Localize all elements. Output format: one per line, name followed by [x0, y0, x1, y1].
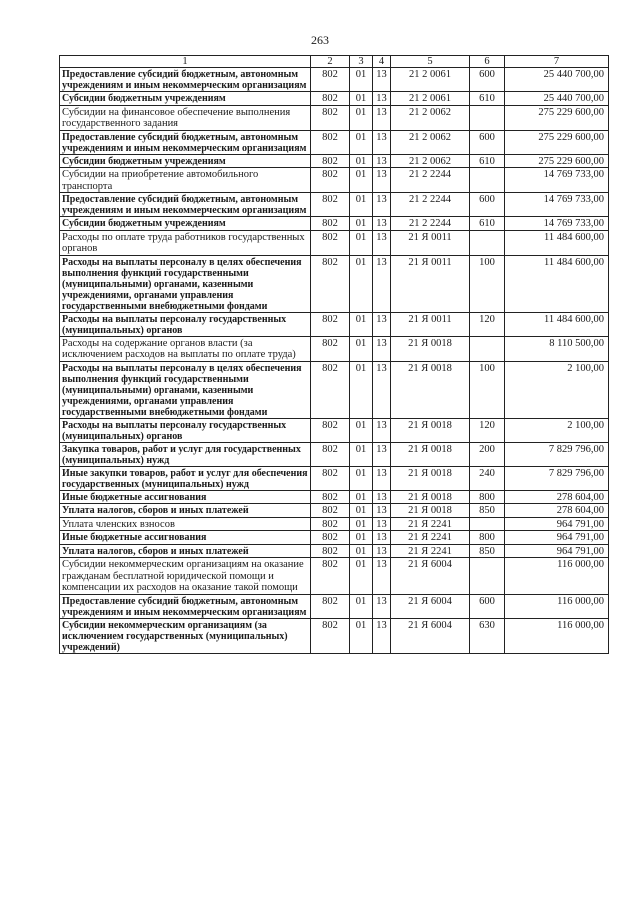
table-row	[60, 217, 609, 231]
expense-name-cell: Закупка товаров, работ и услуг для государственных (муниципальных) нужд	[60, 442, 311, 466]
amount-cell: 14 769 733,00	[505, 193, 609, 217]
amount-cell: 278 604,00	[505, 504, 609, 518]
section-code-cell: 01	[350, 217, 373, 231]
subsection-code-cell: 13	[373, 442, 391, 466]
subsection-code-cell: 13	[373, 154, 391, 168]
table-row	[60, 154, 609, 168]
amount-cell: 2 100,00	[505, 361, 609, 418]
target-article-cell: 21 Я 0018	[391, 490, 470, 504]
expense-type-cell: 850	[470, 544, 505, 558]
section-code-cell: 01	[350, 594, 373, 618]
amount-cell: 116 000,00	[505, 594, 609, 618]
expense-type-cell: 100	[470, 255, 505, 312]
table-row	[60, 193, 609, 217]
budget-table	[59, 55, 609, 654]
amount-cell: 116 000,00	[505, 558, 609, 595]
subsection-code-cell: 13	[373, 193, 391, 217]
ministry-code-cell: 802	[311, 154, 350, 168]
ministry-code-cell: 802	[311, 544, 350, 558]
table-body	[60, 68, 609, 654]
expense-type-cell: 200	[470, 442, 505, 466]
amount-cell: 14 769 733,00	[505, 168, 609, 193]
target-article-cell: 21 Я 0018	[391, 336, 470, 361]
subsection-code-cell: 13	[373, 336, 391, 361]
ministry-code-cell: 802	[311, 531, 350, 545]
amount-cell: 278 604,00	[505, 490, 609, 504]
target-article-cell: 21 Я 6004	[391, 558, 470, 595]
table-row	[60, 105, 609, 130]
ministry-code-cell: 802	[311, 504, 350, 518]
expense-type-cell	[470, 558, 505, 595]
subsection-code-cell: 13	[373, 531, 391, 545]
target-article-cell: 21 2 2244	[391, 168, 470, 193]
target-article-cell: 21 2 0061	[391, 92, 470, 106]
expense-name-cell: Предоставление субсидий бюджетным, автономным учреждениям и иным некоммерческим организациям	[60, 68, 311, 92]
expense-name-cell: Субсидии на приобретение автомобильного транспорта	[60, 168, 311, 193]
section-code-cell: 01	[350, 618, 373, 653]
expense-name-cell: Уплата налогов, сборов и иных платежей	[60, 504, 311, 518]
amount-cell: 275 229 600,00	[505, 130, 609, 154]
subsection-code-cell: 13	[373, 92, 391, 106]
amount-cell: 11 484 600,00	[505, 230, 609, 255]
subsection-code-cell: 13	[373, 230, 391, 255]
expense-name-cell: Уплата налогов, сборов и иных платежей	[60, 544, 311, 558]
section-code-cell: 01	[350, 130, 373, 154]
subsection-code-cell: 13	[373, 418, 391, 442]
target-article-cell: 21 Я 2241	[391, 531, 470, 545]
target-article-cell: 21 Я 0018	[391, 418, 470, 442]
section-code-cell: 01	[350, 92, 373, 106]
section-code-cell: 01	[350, 105, 373, 130]
section-code-cell: 01	[350, 336, 373, 361]
expense-name-cell: Расходы на выплаты персоналу государственных (муниципальных) органов	[60, 418, 311, 442]
expense-type-cell: 100	[470, 361, 505, 418]
amount-cell: 14 769 733,00	[505, 217, 609, 231]
ministry-code-cell: 802	[311, 217, 350, 231]
expense-name-cell: Иные закупки товаров, работ и услуг для обеспечения государственных (муниципальных) нужд	[60, 466, 311, 490]
section-code-cell: 01	[350, 255, 373, 312]
subsection-code-cell: 13	[373, 130, 391, 154]
expense-type-cell: 600	[470, 68, 505, 92]
expense-type-cell: 850	[470, 504, 505, 518]
expense-name-cell: Иные бюджетные ассигнования	[60, 490, 311, 504]
target-article-cell: 21 2 2244	[391, 193, 470, 217]
subsection-code-cell: 13	[373, 544, 391, 558]
subsection-code-cell: 13	[373, 466, 391, 490]
expense-name-cell: Субсидии бюджетным учреждениям	[60, 92, 311, 106]
section-code-cell: 01	[350, 490, 373, 504]
page-number: 263	[311, 33, 329, 47]
section-code-cell: 01	[350, 418, 373, 442]
expense-name-cell: Расходы на выплаты персоналу в целях обеспечения выполнения функций государственными (муниципальными) органами, казенными учреждениями, органами управления государственными внебюджетными фондами	[60, 361, 311, 418]
expense-type-cell: 600	[470, 193, 505, 217]
section-code-cell: 01	[350, 230, 373, 255]
target-article-cell: 21 Я 0018	[391, 442, 470, 466]
table-row	[60, 168, 609, 193]
ministry-code-cell: 802	[311, 230, 350, 255]
table-row	[60, 504, 609, 518]
subsection-code-cell: 13	[373, 558, 391, 595]
ministry-code-cell: 802	[311, 490, 350, 504]
table-row	[60, 336, 609, 361]
expense-name-cell: Субсидии на финансовое обеспечение выполнения государственного задания	[60, 105, 311, 130]
amount-cell: 25 440 700,00	[505, 68, 609, 92]
subsection-code-cell: 13	[373, 105, 391, 130]
expense-type-cell: 800	[470, 531, 505, 545]
amount-cell: 116 000,00	[505, 618, 609, 653]
expense-type-cell: 240	[470, 466, 505, 490]
subsection-code-cell: 13	[373, 217, 391, 231]
section-code-cell: 01	[350, 544, 373, 558]
section-code-cell: 01	[350, 168, 373, 193]
expense-type-cell: 610	[470, 92, 505, 106]
table-row	[60, 255, 609, 312]
expense-type-cell: 600	[470, 594, 505, 618]
expense-name-cell: Предоставление субсидий бюджетным, автономным учреждениям и иным некоммерческим организациям	[60, 594, 311, 618]
target-article-cell: 21 2 0062	[391, 105, 470, 130]
target-article-cell: 21 Я 2241	[391, 544, 470, 558]
subsection-code-cell: 13	[373, 490, 391, 504]
table-row	[60, 92, 609, 106]
table-row	[60, 361, 609, 418]
amount-cell: 25 440 700,00	[505, 92, 609, 106]
amount-cell: 2 100,00	[505, 418, 609, 442]
expense-type-cell: 610	[470, 217, 505, 231]
ministry-code-cell: 802	[311, 92, 350, 106]
table-row	[60, 544, 609, 558]
expense-type-cell: 120	[470, 312, 505, 336]
target-article-cell: 21 2 0062	[391, 154, 470, 168]
header-col-5: 5	[391, 56, 470, 68]
expense-name-cell: Иные бюджетные ассигнования	[60, 531, 311, 545]
amount-cell: 7 829 796,00	[505, 466, 609, 490]
expense-name-cell: Уплата членских взносов	[60, 517, 311, 531]
section-code-cell: 01	[350, 442, 373, 466]
ministry-code-cell: 802	[311, 68, 350, 92]
ministry-code-cell: 802	[311, 361, 350, 418]
expense-name-cell: Расходы по оплате труда работников государственных органов	[60, 230, 311, 255]
amount-cell: 275 229 600,00	[505, 105, 609, 130]
expense-type-cell: 600	[470, 130, 505, 154]
section-code-cell: 01	[350, 68, 373, 92]
ministry-code-cell: 802	[311, 130, 350, 154]
amount-cell: 964 791,00	[505, 531, 609, 545]
section-code-cell: 01	[350, 312, 373, 336]
expense-type-cell	[470, 105, 505, 130]
table-row	[60, 466, 609, 490]
ministry-code-cell: 802	[311, 105, 350, 130]
target-article-cell: 21 Я 2241	[391, 517, 470, 531]
header-col-2: 2	[311, 56, 350, 68]
section-code-cell: 01	[350, 531, 373, 545]
expense-name-cell: Субсидии некоммерческим организациям на оказание гражданам бесплатной юридической помощи и компенсации их расходов на оказание такой помощи	[60, 558, 311, 595]
ministry-code-cell: 802	[311, 558, 350, 595]
expense-type-cell	[470, 230, 505, 255]
target-article-cell: 21 2 2244	[391, 217, 470, 231]
section-code-cell: 01	[350, 504, 373, 518]
expense-type-cell: 800	[470, 490, 505, 504]
table-row	[60, 531, 609, 545]
ministry-code-cell: 802	[311, 418, 350, 442]
table-header	[60, 56, 609, 68]
target-article-cell: 21 Я 0018	[391, 466, 470, 490]
table-row	[60, 312, 609, 336]
subsection-code-cell: 13	[373, 255, 391, 312]
expense-type-cell	[470, 168, 505, 193]
target-article-cell: 21 Я 0011	[391, 255, 470, 312]
expense-type-cell: 630	[470, 618, 505, 653]
subsection-code-cell: 13	[373, 68, 391, 92]
expense-name-cell: Предоставление субсидий бюджетным, автономным учреждениям и иным некоммерческим организациям	[60, 130, 311, 154]
amount-cell: 7 829 796,00	[505, 442, 609, 466]
section-code-cell: 01	[350, 193, 373, 217]
amount-cell: 11 484 600,00	[505, 255, 609, 312]
amount-cell: 8 110 500,00	[505, 336, 609, 361]
subsection-code-cell: 13	[373, 618, 391, 653]
table-row	[60, 418, 609, 442]
expense-name-cell: Расходы на выплаты персоналу государственных (муниципальных) органов	[60, 312, 311, 336]
subsection-code-cell: 13	[373, 168, 391, 193]
ministry-code-cell: 802	[311, 168, 350, 193]
section-code-cell: 01	[350, 361, 373, 418]
subsection-code-cell: 13	[373, 504, 391, 518]
header-col-1: 1	[60, 56, 311, 68]
table-row	[60, 130, 609, 154]
target-article-cell: 21 Я 0011	[391, 312, 470, 336]
expense-name-cell: Субсидии бюджетным учреждениям	[60, 154, 311, 168]
expense-type-cell: 120	[470, 418, 505, 442]
ministry-code-cell: 802	[311, 193, 350, 217]
table-row	[60, 517, 609, 531]
target-article-cell: 21 2 0062	[391, 130, 470, 154]
expense-name-cell: Субсидии бюджетным учреждениям	[60, 217, 311, 231]
ministry-code-cell: 802	[311, 255, 350, 312]
section-code-cell: 01	[350, 466, 373, 490]
expense-name-cell: Расходы на содержание органов власти (за исключением расходов на выплаты по оплате труда)	[60, 336, 311, 361]
header-col-4: 4	[373, 56, 391, 68]
expense-name-cell: Субсидии некоммерческим организациям (за исключением государственных (муниципальных) учреждений)	[60, 618, 311, 653]
section-code-cell: 01	[350, 154, 373, 168]
ministry-code-cell: 802	[311, 312, 350, 336]
expense-type-cell	[470, 517, 505, 531]
ministry-code-cell: 802	[311, 517, 350, 531]
amount-cell: 11 484 600,00	[505, 312, 609, 336]
amount-cell: 275 229 600,00	[505, 154, 609, 168]
table-row	[60, 490, 609, 504]
table-row	[60, 558, 609, 595]
expense-name-cell: Предоставление субсидий бюджетным, автономным учреждениям и иным некоммерческим организациям	[60, 193, 311, 217]
header-col-6: 6	[470, 56, 505, 68]
expense-type-cell	[470, 336, 505, 361]
table-row	[60, 594, 609, 618]
header-col-7: 7	[505, 56, 609, 68]
target-article-cell: 21 Я 0011	[391, 230, 470, 255]
amount-cell: 964 791,00	[505, 517, 609, 531]
section-code-cell: 01	[350, 558, 373, 595]
target-article-cell: 21 Я 6004	[391, 618, 470, 653]
ministry-code-cell: 802	[311, 594, 350, 618]
subsection-code-cell: 13	[373, 361, 391, 418]
ministry-code-cell: 802	[311, 466, 350, 490]
subsection-code-cell: 13	[373, 594, 391, 618]
target-article-cell: 21 Я 0018	[391, 504, 470, 518]
target-article-cell: 21 2 0061	[391, 68, 470, 92]
target-article-cell: 21 Я 0018	[391, 361, 470, 418]
target-article-cell: 21 Я 6004	[391, 594, 470, 618]
header-col-3: 3	[350, 56, 373, 68]
ministry-code-cell: 802	[311, 336, 350, 361]
expense-type-cell: 610	[470, 154, 505, 168]
table-row	[60, 618, 609, 653]
section-code-cell: 01	[350, 517, 373, 531]
subsection-code-cell: 13	[373, 517, 391, 531]
table-row	[60, 68, 609, 92]
subsection-code-cell: 13	[373, 312, 391, 336]
expense-name-cell: Расходы на выплаты персоналу в целях обеспечения выполнения функций государственными (муниципальными) органами, казенными учреждениями, органами управления государственными внебюджетными фондами	[60, 255, 311, 312]
amount-cell: 964 791,00	[505, 544, 609, 558]
table-row	[60, 230, 609, 255]
table-row	[60, 442, 609, 466]
ministry-code-cell: 802	[311, 618, 350, 653]
ministry-code-cell: 802	[311, 442, 350, 466]
header-row	[60, 56, 609, 68]
